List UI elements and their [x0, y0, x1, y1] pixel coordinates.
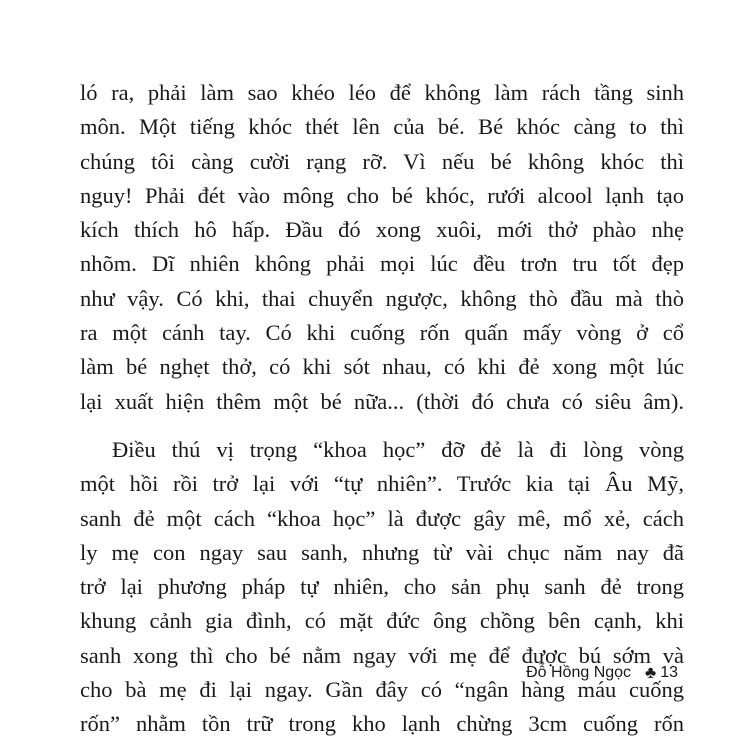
text-line: môn. Một tiếng khóc thét lên của bé. Bé khóc càng to thì [80, 114, 684, 140]
text-line: sanh đẻ một cách “khoa học” là được gây mê, mổ xẻ, cách [80, 505, 684, 531]
text-line: ly mẹ con ngay sau sanh, nhưng từ vài chục năm nay đã [80, 539, 684, 565]
page-footer [526, 663, 678, 683]
page-body [80, 76, 684, 742]
text-line: nguy! Phải đét vào mông cho bé khóc, rưới alcool lạnh tạo [80, 182, 684, 208]
text-line: Điều thú vị trọng “khoa học” đỡ đẻ là đi lòng vòng [112, 436, 684, 462]
text-line: rốn” nhằm tồn trữ trong kho lạnh chừng 3cm cuống rốn [80, 711, 684, 737]
text-line: khung cảnh gia đình, có mặt đức ông chồng bên cạnh, khi [80, 608, 684, 634]
footer-author: Đỗ Hồng Ngọc [526, 664, 632, 681]
paragraph-2 [80, 433, 684, 742]
text-line: ló ra, phải làm sao khéo léo để không làm rách tầng sinh [80, 80, 684, 105]
text-line: làm bé nghẹt thở, có khi sót nhau, có khi đẻ xong một lúc [80, 354, 684, 380]
page-number: 13 [660, 664, 678, 681]
text-line: nhõm. Dĩ nhiên không phải mọi lúc đều trơn tru tốt đẹp [80, 251, 684, 277]
club-icon: ♣ [645, 663, 657, 682]
text-line: sanh xong thì cho bé nằm ngay với mẹ để được bú sớm và [80, 642, 684, 668]
text-line: chúng tôi càng cười rạng rỡ. Vì nếu bé không khóc thì [80, 148, 684, 174]
text-line: kích thích hô hấp. Đầu đó xong xuôi, mới thở phào nhẹ [80, 217, 684, 243]
text-line: trở lại phương pháp tự nhiên, cho sản phụ sanh đẻ trong [80, 574, 684, 600]
paragraph-1 [80, 76, 684, 419]
text-line: một hồi rồi trở lại với “tự nhiên”. Trước kia tại Âu Mỹ, [80, 471, 684, 497]
paragraph-gap [80, 419, 684, 433]
text-line: lại xuất hiện thêm một bé nữa... (thời đó chưa có siêu âm). [80, 388, 684, 414]
text-line: như vậy. Có khi, thai chuyển ngược, không thò đầu mà thò [80, 285, 684, 311]
text-line: cho bà mẹ đi lại ngay. Gần đây có “ngân hàng máu cuống [80, 677, 684, 703]
text-line: ra một cánh tay. Có khi cuống rốn quấn mấy vòng ở cổ [80, 320, 684, 346]
